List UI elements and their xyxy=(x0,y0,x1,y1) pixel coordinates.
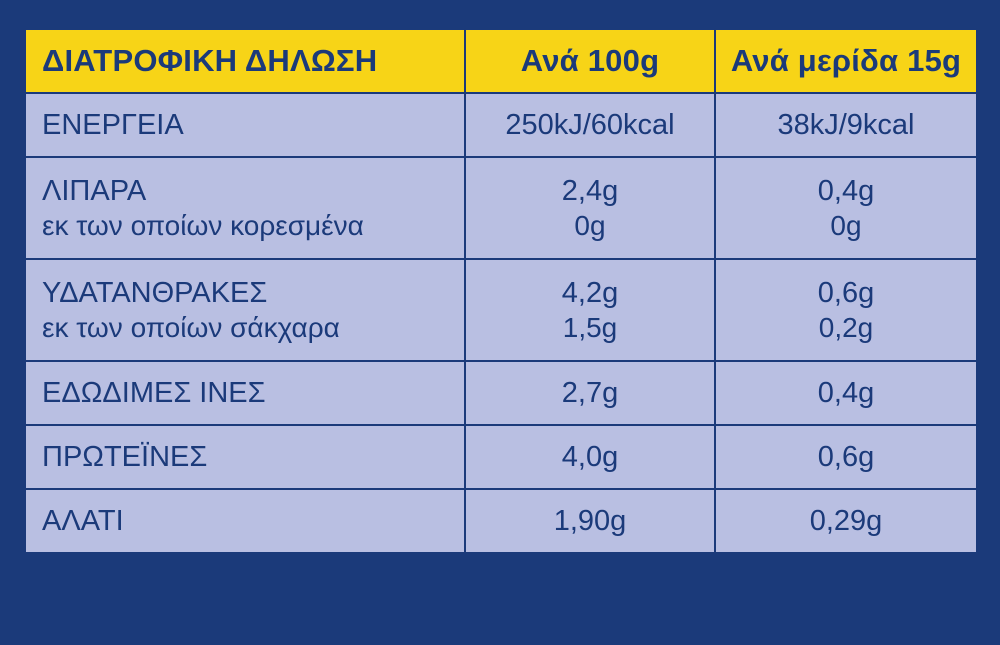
row-label-main: ΠΡΩΤΕΪΝΕΣ xyxy=(42,440,208,473)
row-value-main: 1,90g xyxy=(553,504,627,537)
header-title: ΔΙΑΤΡΟΦΙΚΗ ΔΗΛΩΣΗ xyxy=(25,29,465,93)
row-value-main: 0,4g xyxy=(817,376,875,409)
row-value-main: 0,29g xyxy=(809,504,883,537)
row-label-main: ΥΔΑΤΑΝΘΡΑΚΕΣ xyxy=(42,277,268,310)
row-value-carbohydrates-100g xyxy=(465,259,715,361)
row-label-fibre xyxy=(25,361,465,425)
row-value-fat-100g xyxy=(465,157,715,259)
row-value-carbohydrates-serving xyxy=(715,259,977,361)
row-value-main: 0,4g xyxy=(817,175,875,208)
nutrition-table xyxy=(24,28,978,554)
row-value-sub: 0g xyxy=(830,209,862,241)
row-value-energy-100g xyxy=(465,93,715,157)
row-label-sub: εκ των οποίων κορεσμένα xyxy=(42,209,364,241)
header-per-serving: Ανά μερίδα 15g xyxy=(715,29,977,93)
table-body xyxy=(25,93,977,553)
row-value-main: 0,6g xyxy=(817,440,875,473)
row-value-protein-serving xyxy=(715,425,977,489)
row-label-fat xyxy=(25,157,465,259)
row-value-main: 4,0g xyxy=(561,440,619,473)
table-row xyxy=(25,157,977,259)
row-value-sub: 1,5g xyxy=(562,311,618,343)
table-row xyxy=(25,259,977,361)
row-value-main: 4,2g xyxy=(561,277,619,310)
row-value-protein-100g xyxy=(465,425,715,489)
row-label-energy xyxy=(25,93,465,157)
row-value-main: 250kJ/60kcal xyxy=(505,108,675,141)
table-header xyxy=(25,29,977,93)
header-row xyxy=(25,29,977,93)
row-value-main: 2,4g xyxy=(561,175,619,208)
row-value-fat-serving xyxy=(715,157,977,259)
row-label-main: ΕΔΩΔΙΜΕΣ ΙΝΕΣ xyxy=(42,376,266,409)
row-value-salt-serving xyxy=(715,489,977,553)
table-row xyxy=(25,93,977,157)
row-value-salt-100g xyxy=(465,489,715,553)
row-value-main: 38kJ/9kcal xyxy=(777,108,915,141)
row-value-energy-serving xyxy=(715,93,977,157)
row-value-sub: 0,2g xyxy=(818,311,874,343)
row-value-fibre-100g xyxy=(465,361,715,425)
table-row xyxy=(25,361,977,425)
row-label-main: ΛΙΠΑΡΑ xyxy=(42,175,147,208)
row-value-main: 0,6g xyxy=(817,277,875,310)
table-row xyxy=(25,489,977,553)
row-value-fibre-serving xyxy=(715,361,977,425)
row-label-carbohydrates xyxy=(25,259,465,361)
row-label-main: ΑΛΑΤΙ xyxy=(42,504,124,537)
row-value-main: 2,7g xyxy=(561,376,619,409)
header-per-100g: Ανά 100g xyxy=(465,29,715,93)
table-row xyxy=(25,425,977,489)
row-label-salt xyxy=(25,489,465,553)
row-label-main: ΕΝΕΡΓΕΙΑ xyxy=(42,108,184,141)
row-label-protein xyxy=(25,425,465,489)
row-label-sub: εκ των οποίων σάκχαρα xyxy=(42,311,340,343)
row-value-sub: 0g xyxy=(574,209,606,241)
